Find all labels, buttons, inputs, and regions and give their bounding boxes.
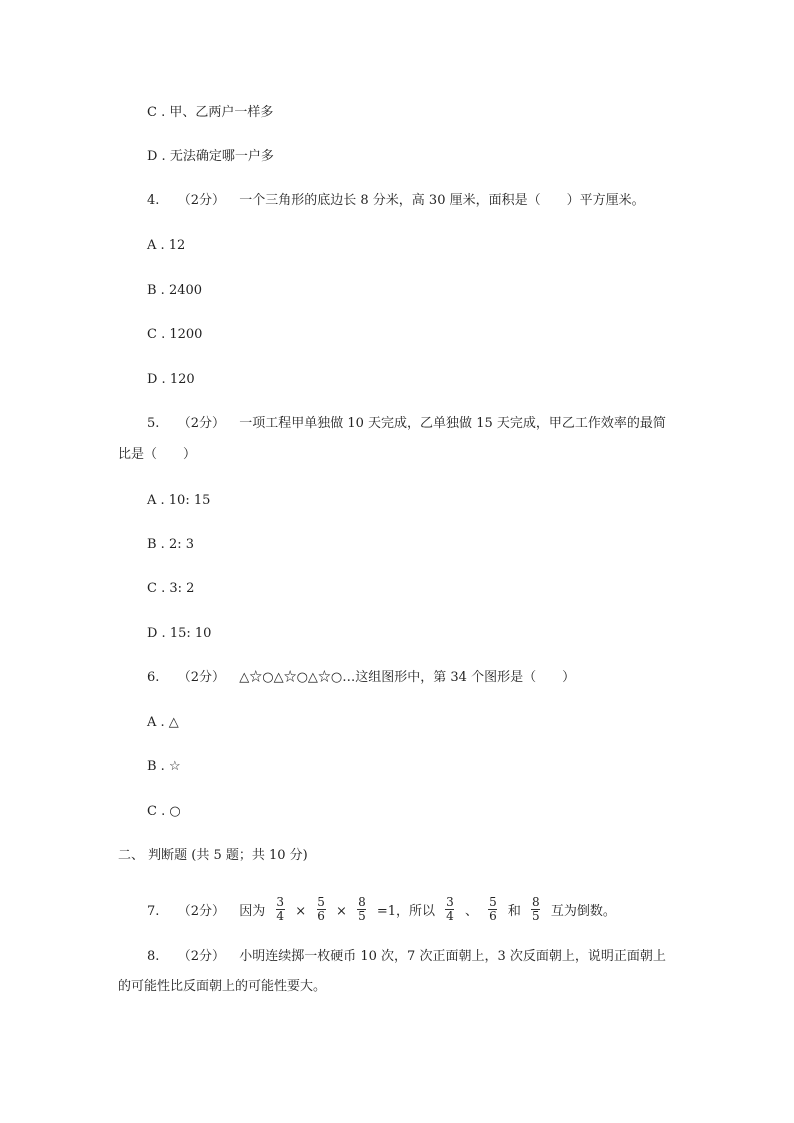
q7-and: 和 <box>507 904 521 919</box>
q5-option-b: B . 2: 3 <box>147 537 195 552</box>
q6-number: 6. <box>147 670 160 685</box>
q7-fraction-2 <box>316 896 326 923</box>
q3-option-d: D . 无法确定哪一户多 <box>147 149 274 164</box>
q7-comma: 、 <box>464 904 478 919</box>
q7-fraction-6 <box>531 896 541 923</box>
q4-option-d: D . 120 <box>147 372 195 387</box>
q5-text-line1: 一项工程甲单独做 10 天完成，乙单独做 15 天完成，甲乙工作效率的最简 <box>239 416 666 431</box>
q6-option-b: B . ☆ <box>147 759 181 774</box>
fraction-numerator: 3 <box>446 895 454 909</box>
fraction-denominator: 5 <box>358 909 366 923</box>
q5-text-line2: 比是（ ） <box>118 447 197 462</box>
q4-option-c: C . 1200 <box>147 327 203 342</box>
fraction-denominator: 4 <box>276 909 285 923</box>
q5-stem <box>147 415 666 433</box>
q4-number: 4. <box>147 193 160 208</box>
q5-option-a: A . 10: 15 <box>147 493 211 508</box>
q8-text-line2: 的可能性比反面朝上的可能性要大。 <box>118 979 327 994</box>
q4-stem <box>147 192 645 210</box>
q7-fraction-3 <box>357 896 367 923</box>
q7-number: 7. <box>147 904 160 919</box>
section-heading-judgment: 二、 判断题 (共 5 题；共 10 分) <box>118 848 308 863</box>
q8-number: 8. <box>147 949 160 964</box>
q6-option-a: A . △ <box>147 715 179 730</box>
q8-stem <box>147 948 666 966</box>
q7-stem <box>147 897 616 927</box>
q8-score: （2分） <box>177 949 225 964</box>
q7-score: （2分） <box>177 904 225 919</box>
q5-option-c: C . 3: 2 <box>147 581 195 596</box>
fraction-numerator: 8 <box>532 895 540 909</box>
fraction-denominator: 6 <box>317 909 325 923</box>
fraction-numerator: 3 <box>276 895 285 909</box>
fraction-numerator: 5 <box>489 895 497 909</box>
q6-score: （2分） <box>177 670 225 685</box>
fraction-numerator: 8 <box>358 895 366 909</box>
fraction-denominator: 4 <box>446 909 454 923</box>
q7-equals: =1，所以 <box>376 904 436 919</box>
q4-option-b: B . 2400 <box>147 283 203 298</box>
q6-text: △☆○△☆○△☆○…这组图形中，第 34 个图形是（ ） <box>239 670 576 685</box>
q6-stem <box>147 669 575 687</box>
q4-option-a: A . 12 <box>147 238 186 253</box>
q7-fraction-1 <box>275 896 285 923</box>
q7-fraction-4 <box>445 896 455 923</box>
q8-text-line1: 小明连续掷一枚硬币 10 次，7 次正面朝上，3 次反面朝上，说明正面朝上 <box>239 949 666 964</box>
q5-number: 5. <box>147 416 160 431</box>
q7-tail: 互为倒数。 <box>550 904 616 919</box>
q7-because: 因为 <box>239 904 266 919</box>
q3-option-c: C . 甲、乙两户一样多 <box>147 105 274 120</box>
q5-option-d: D . 15: 10 <box>147 626 212 641</box>
q7-fraction-5 <box>488 896 498 923</box>
q7-times-2: × <box>336 904 347 919</box>
q4-text: 一个三角形的底边长 8 分米，高 30 厘米，面积是（ ）平方厘米。 <box>239 193 645 208</box>
q7-times-1: × <box>295 904 307 919</box>
fraction-numerator: 5 <box>317 895 325 909</box>
fraction-denominator: 6 <box>489 909 497 923</box>
q5-score: （2分） <box>177 416 225 431</box>
q6-option-c: C . ○ <box>147 804 181 819</box>
fraction-denominator: 5 <box>532 909 540 923</box>
q4-score: （2分） <box>177 193 225 208</box>
